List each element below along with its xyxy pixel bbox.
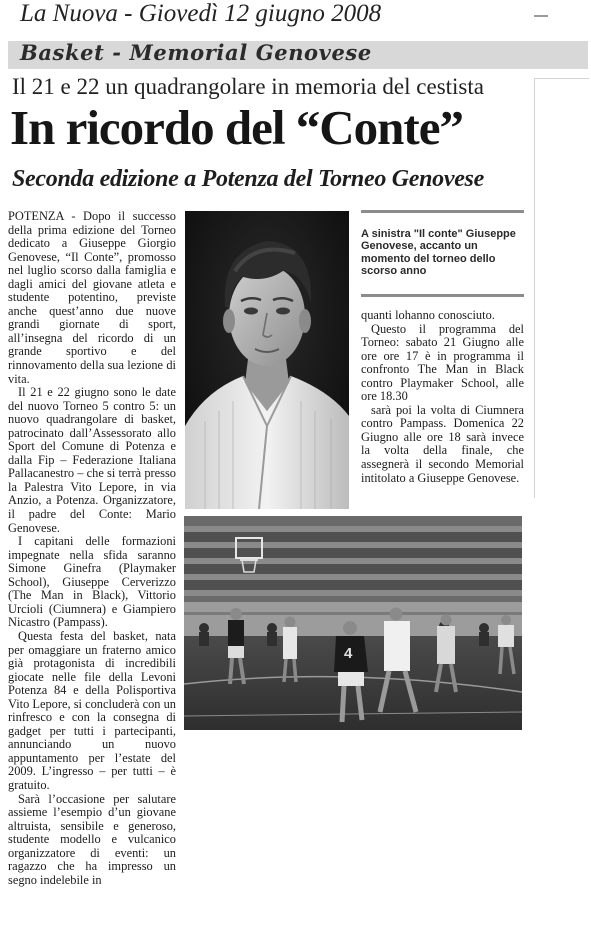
photo-caption: A sinistra "Il conte" Giuseppe Genovese, accanto un momento del torneo dello scorso anno xyxy=(361,228,516,278)
paragraph: Questo il programma del Torneo: sabato 21 Giugno alle ore ore 17 è in programma il confronto The Man in Black contro Playmaker School, alle ore 18.30 xyxy=(361,321,524,404)
dateline: POTENZA xyxy=(8,209,64,223)
paragraph-intro: POTENZA - Dopo il successo della prima edizione del Torneo dedicato a Giuseppe Giorgio Genovese, “Il Conte”, promosso nel luglio scorso dalla famiglia e dagli amici del giovane atleta e studente potentino, previste anche quest’anno due nuove grandi giornate di sport, all’insegna del ricordo di un grande sportivo e del rinnovamento della sua lezione di vita. xyxy=(8,209,176,386)
paragraph: Sarà l’occasione per salutare assieme l’esempio d’un giovane altruista, sensibile e generoso, studente modello e vulcanico organizzatore di eventi: un ragazzo che ha impresso un segno indelebile in xyxy=(8,791,176,887)
paragraph: quanti lohanno conosciuto. xyxy=(361,308,495,322)
masthead-rule xyxy=(534,15,548,17)
paragraph: sarà poi la volta di Ciumnera contro Pampass. Domenica 22 Giugno alle ore 18 sarà invece la volta della finale, che assegnerà il secondo Memorial intitolato a Giuseppe Genovese. xyxy=(361,402,524,485)
jersey-number: 4 xyxy=(344,645,353,662)
article-column-right xyxy=(361,309,524,485)
article-kicker: Il 21 e 22 un quadrangolare in memoria del cestista xyxy=(12,74,484,99)
article-column-left xyxy=(8,210,176,887)
paragraph: Il 21 e 22 giugno sono le date del nuovo Torneo 5 contro 5: un nuovo quadrangolare di basket, patrocinato dall’Assessorato allo Sport del Comune di Potenza e dalla Fip – Federazione Italiana Pallacanestro – che si terrà presso la Palestra Vito Lepore, in via Anzio, a Potenza. Organizzatore, il padre del Conte: Mario Genovese. xyxy=(8,385,176,535)
paragraph: I capitani delle formazioni impegnate nella sfida saranno Simone Ginefra (Playmaker School), Giuseppe Cerverizzo (The Man in Black), Vittorio Urcioli (Ciumnera) e Giampiero Nicastro (Pampass). xyxy=(8,534,176,630)
article-headline: In ricordo del “Conte” xyxy=(10,100,463,155)
newspaper-masthead: La Nuova - Giovedì 12 giugno 2008 xyxy=(20,0,382,27)
caption-rule-top xyxy=(361,210,524,213)
article-subhead: Seconda edizione a Potenza del Torneo Genovese xyxy=(12,166,484,192)
clipping-edge-top xyxy=(534,78,589,79)
caption-rule-bottom xyxy=(361,294,524,297)
portrait-photo xyxy=(185,211,349,509)
paragraph: Questa festa del basket, nata per omaggiare un fraterno amico già protagonista di incredibili giocate nelle file della Levoni Potenza 84 e della Polisportiva Vito Lepore, si concluderà con un rinfresco e con la consegna di gadget per tutti i partecipanti, annunciando un nuovo appuntamento per l’estate del 2009. L’ingresso – per tutti – è gratuito. xyxy=(8,628,176,792)
basketball-game-photo xyxy=(184,516,522,730)
clipping-edge xyxy=(534,78,535,498)
section-label: Basket - Memorial Genovese xyxy=(20,40,372,65)
